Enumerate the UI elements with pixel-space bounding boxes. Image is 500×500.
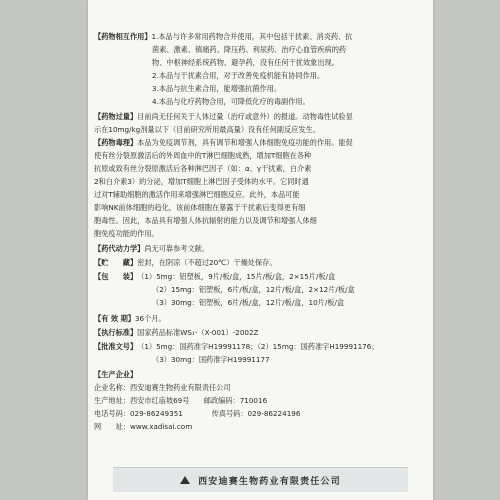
overdose-section	[94, 110, 427, 136]
storage-section	[94, 256, 427, 269]
approval-section	[94, 340, 427, 366]
interactions-line: 物、中枢神经系统药物、避孕药，没有任何干扰效象出现。	[152, 58, 339, 67]
packaging-line: （1）5mg：铝塑板，9片/板/盒，15片/板/盒，2×15片/板/盒	[137, 272, 336, 281]
toxicology-line: 过对T辅助细胞的激活作用来增强淋巴细胞反应。此外，本品可能	[94, 190, 300, 199]
manufacturer-section	[94, 368, 427, 433]
overdose-line: 目前尚无任何关于人体过量（治疗或意外）的报道。动物毒性试验显	[137, 112, 353, 121]
manufacturer-line: 电话号码：029-86249351 传真号码：029-86224196	[94, 409, 301, 418]
validity-value: 36个月。	[134, 314, 166, 323]
standard-value: 国家药品标准WS₁-（X-001）-2002Z	[137, 328, 259, 337]
standard-label: 【执行标准】	[94, 328, 138, 337]
toxicology-line: 胞免疫功能的作用。	[94, 229, 159, 238]
validity-section	[94, 312, 427, 325]
interactions-line: 菌素、激素、镇痛药、降压药、利尿药、治疗心血管疾病的药	[152, 45, 347, 54]
overdose-label: 【药物过量】	[94, 112, 138, 121]
approval-line: （3）30mg：国药准字H19991177	[152, 355, 270, 364]
drug-interactions-section	[94, 30, 427, 108]
overdose-line: 示在10mg/kg剂量以下（目前研究所用最高量）没有任何副反应发生。	[94, 125, 320, 134]
toxicology-line: 使有丝分裂原激活后的外周血中的T淋巴细胞成熟，增加T细胞在各种	[94, 151, 312, 160]
manufacturer-line: 网 址：www.xadisai.com	[94, 422, 193, 431]
pharmacokinetics-section	[94, 242, 427, 255]
pharmacokinetics-value: 尚无可靠参考文献。	[144, 244, 210, 253]
interactions-line: 2.本品与干扰素合用，对于改善免疫机能有协同作用。	[152, 71, 325, 80]
drug-interactions-label: 【药物相互作用】	[94, 32, 152, 41]
packaging-line: （2）15mg：铝塑板，6片/板/盒，12片/板/盒，2×12片/板/盒	[152, 285, 355, 294]
pharmacokinetics-label: 【药代动力学】	[94, 244, 145, 253]
interactions-line: 4.本品与化疗药物合用，可降低化疗的毒副作用。	[152, 97, 310, 106]
packaging-label: 【包 装】	[94, 272, 138, 281]
packaging-line: （3）30mg：铝塑板，6片/板/盒，12片/板/盒，10片/板/盒	[152, 298, 345, 307]
company-footer	[113, 467, 408, 492]
approval-label: 【批准文号】	[94, 342, 138, 351]
manufacturer-line: 企业名称：西安迪赛生物药业有限责任公司	[94, 383, 231, 392]
manufacturer-label: 【生产企业】	[94, 370, 138, 379]
toxicology-section	[94, 136, 427, 240]
footer-company-name: 西安迪赛生物药业有限责任公司	[198, 476, 341, 487]
packaging-section	[94, 270, 427, 309]
package-insert	[88, 0, 433, 500]
toxicology-line: 影响NK前体细胞的趋化，该前体细胞在暴露于干扰素后变得更有细	[94, 203, 306, 212]
manufacturer-line: 生产地址：西安市红庙坡69号 邮政编码：710016	[94, 396, 268, 405]
validity-label: 【有 效 期】	[94, 314, 135, 323]
logo-icon	[180, 476, 190, 484]
approval-line: （1）5mg：国药准字H19991178；（2）15mg：国药准字H19991176；	[137, 342, 379, 351]
toxicology-label: 【药物毒理】	[94, 138, 138, 147]
toxicology-line: 抗原或致有丝分裂原激活后各种淋巴因子（如：α、γ干扰素，白介素	[94, 164, 312, 173]
standard-section	[94, 326, 427, 339]
toxicology-line: 本品为免疫调节剂，具有调节和增强人体细胞免疫功能的作用。能促	[137, 138, 353, 147]
storage-value: 密封，在阴凉（不超过20℃）干燥处保存。	[137, 258, 277, 267]
interactions-line: 1.本品与许多常用药物合并使用，其中包括干扰素、消炎药、抗	[151, 32, 353, 41]
toxicology-line: 胞毒性。因此，本品具有增强人体抗辐射的能力以及调节和增强人体细	[94, 216, 317, 225]
storage-label: 【贮 藏】	[94, 258, 138, 267]
interactions-line: 3.本品与抗生素合用，能增强抗菌作用。	[152, 84, 282, 93]
toxicology-line: 2和白介素3）的分泌，增加T细胞上淋巴因子受体的水平。它同时通	[94, 177, 309, 186]
